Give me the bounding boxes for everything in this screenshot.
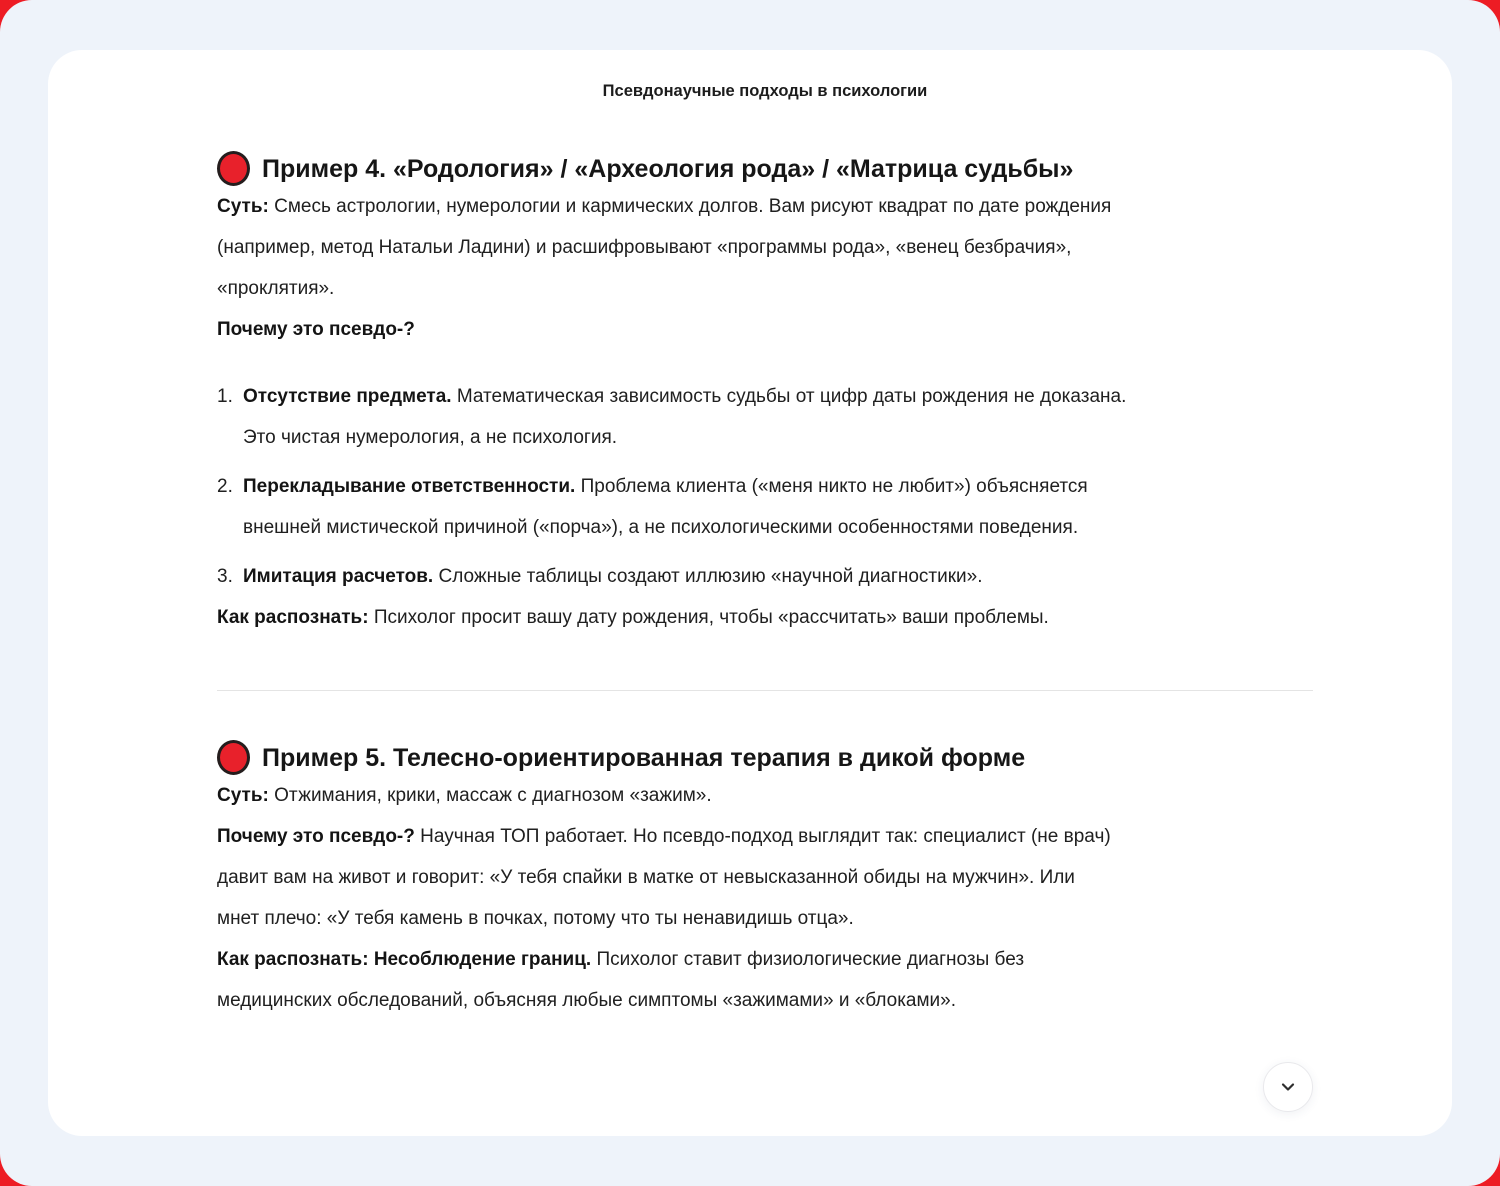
section-heading-text: Пример 5. Телесно-ориентированная терапия в дикой форме [262, 743, 1026, 772]
text-line: медицинских обследований, объясняя любые симптомы «зажимами» и «блоками». [217, 990, 957, 1011]
lead-label: Отсутствие предмета. [243, 386, 452, 407]
text-span: Отжимания, крики, массаж с диагнозом «зажим». [268, 785, 712, 806]
text-line [243, 466, 1313, 507]
text-line [243, 376, 1313, 417]
lead-label: Как распознать: [217, 607, 369, 628]
lead-label: Почему это псевдо-? [217, 826, 415, 847]
text-line: Это чистая нумерология, а не психология. [243, 427, 618, 448]
text-span: Научная ТОП работает. Но псевдо-подход выглядит так: специалист (не врач) [414, 826, 1111, 847]
list-item [217, 376, 1313, 458]
text-line: внешней мистической причиной («порча»), а не психологическими особенностями поведения. [243, 517, 1079, 538]
paragraph-why-5 [217, 816, 1313, 939]
text-line [217, 816, 1313, 857]
list-item-number: 1. [217, 386, 233, 407]
text-line [217, 597, 1313, 638]
text-line [217, 939, 1313, 980]
text-span: Смесь астрологии, нумерологии и кармических долгов. Вам рисуют квадрат по дате рождения [268, 196, 1112, 217]
lead-label: Как распознать: Несоблюдение границ. [217, 949, 592, 970]
scroll-down-button[interactable] [1263, 1062, 1313, 1112]
page-title: Псевдонаучные подходы в психологии [602, 82, 928, 100]
text-span: Проблема клиента («меня никто не любит») объясняется [575, 476, 1088, 497]
list-item-number: 3. [217, 566, 233, 587]
list-item [217, 556, 1313, 597]
lead-label: Суть: [217, 785, 269, 806]
lead-label: Перекладывание ответственности. [243, 476, 576, 497]
section-heading-example-5 [217, 740, 1313, 775]
paragraph-essence-5 [217, 775, 1313, 816]
text-line: мнет плечо: «У тебя камень в почках, потому что ты ненавидишь отца». [217, 908, 854, 929]
document-card [48, 50, 1452, 1136]
text-span: Математическая зависимость судьбы от цифр даты рождения не доказана. [451, 386, 1127, 407]
lead-label: Имитация расчетов. [243, 566, 434, 587]
lead-label: Суть: [217, 196, 269, 217]
red-circle-icon [217, 151, 250, 186]
list-item-number: 2. [217, 476, 233, 497]
text-line [243, 556, 1313, 597]
text-span: Психолог ставит физиологические диагнозы без [591, 949, 1025, 970]
text-line: «проклятия». [217, 278, 335, 299]
paragraph-essence-4 [217, 186, 1313, 309]
text-span: Сложные таблицы создают иллюзию «научной диагностики». [433, 566, 983, 587]
list-item [217, 466, 1313, 548]
chevron-down-icon [1278, 1077, 1298, 1097]
reasons-list [217, 376, 1313, 597]
text-line [217, 186, 1313, 227]
text-line [217, 775, 1313, 816]
paragraph-how-to-recognize-5 [217, 939, 1313, 1021]
section-heading-text: Пример 4. «Родология» / «Археология рода» / «Матрица судьбы» [262, 154, 1074, 183]
section-heading-example-4 [217, 151, 1313, 186]
section-divider [217, 690, 1313, 691]
text-span: Психолог просит вашу дату рождения, чтобы «рассчитать» ваши проблемы. [368, 607, 1049, 628]
red-circle-icon [217, 740, 250, 775]
document-content [217, 50, 1313, 1021]
paragraph-how-to-recognize-4 [217, 597, 1313, 638]
text-line: давит вам на живот и говорит: «У тебя спайки в матке от невысказанной обиды на мужчин». Или [217, 867, 1075, 888]
text-line: (например, метод Натальи Ладини) и расшифровывают «программы рода», «венец безбрачия», [217, 237, 1072, 258]
paragraph-why-question-4: Почему это псевдо-? [217, 319, 415, 340]
